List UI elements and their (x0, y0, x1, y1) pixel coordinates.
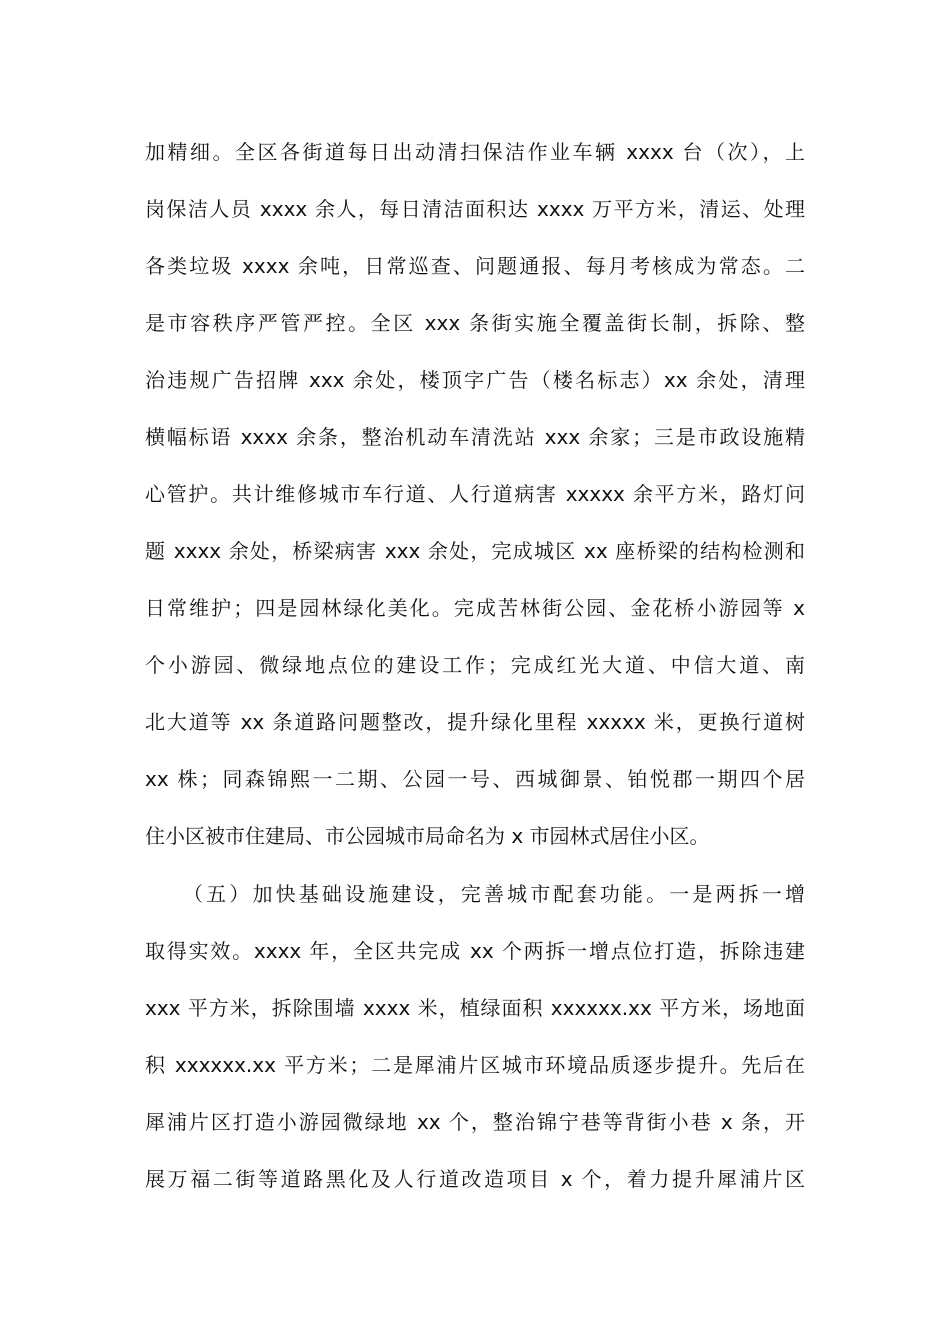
text-line: 加精细。全区各街道每日出动清扫保洁作业车辆 xxxx 台（次），上 (145, 140, 805, 164)
text-line: 积 xxxxxx.xx 平方米；二是犀浦片区城市环境品质逐步提升。先后在 (145, 1053, 805, 1077)
text-line: 取得实效。xxxx 年，全区共完成 xx 个两拆一增点位打造，拆除违建 (145, 939, 805, 963)
text-line: 各类垃圾 xxxx 余吨，日常巡查、问题通报、每月考核成为常态。二 (145, 254, 805, 278)
text-line: 治违规广告招牌 xxx 余处，楼顶字广告（楼名标志）xx 余处，清理 (145, 368, 805, 392)
paragraph-urban-management (145, 124, 805, 865)
paragraph-infrastructure (145, 866, 805, 1208)
text-line: 心管护。共计维修城市车行道、人行道病害 xxxxx 余平方米，路灯问 (145, 482, 805, 506)
text-line: （五）加快基础设施建设，完善城市配套功能。一是两拆一增 (183, 882, 805, 906)
text-line: 北大道等 xx 条道路问题整改，提升绿化里程 xxxxx 米，更换行道树 (145, 710, 805, 734)
text-line: 个小游园、微绿地点位的建设工作；完成红光大道、中信大道、南 (145, 653, 805, 677)
text-line: xxx 平方米，拆除围墙 xxxx 米，植绿面积 xxxxxx.xx 平方米，场地面 (145, 996, 805, 1020)
text-line: 横幅标语 xxxx 余条，整治机动车清洗站 xxx 余家；三是市政设施精 (145, 425, 805, 449)
text-line: 日常维护；四是园林绿化美化。完成苦林街公园、金花桥小游园等 x (145, 596, 805, 620)
text-line: 展万福二街等道路黑化及人行道改造项目 x 个，着力提升犀浦片区 (145, 1167, 805, 1191)
text-line: 犀浦片区打造小游园微绿地 xx 个，整治锦宁巷等背街小巷 x 条，开 (145, 1110, 805, 1134)
text-line: 岗保洁人员 xxxx 余人，每日清洁面积达 xxxx 万平方米，清运、处理 (145, 197, 805, 221)
text-line: 住小区被市住建局、市公园城市局命名为 x 市园林式居住小区。 (145, 824, 710, 848)
text-line: 题 xxxx 余处，桥梁病害 xxx 余处，完成城区 xx 座桥梁的结构检测和 (145, 539, 805, 563)
text-line: xx 株；同森锦熙一二期、公园一号、西城御景、铂悦郡一期四个居 (145, 767, 805, 791)
text-line: 是市容秩序严管严控。全区 xxx 条街实施全覆盖街长制，拆除、整 (145, 311, 805, 335)
